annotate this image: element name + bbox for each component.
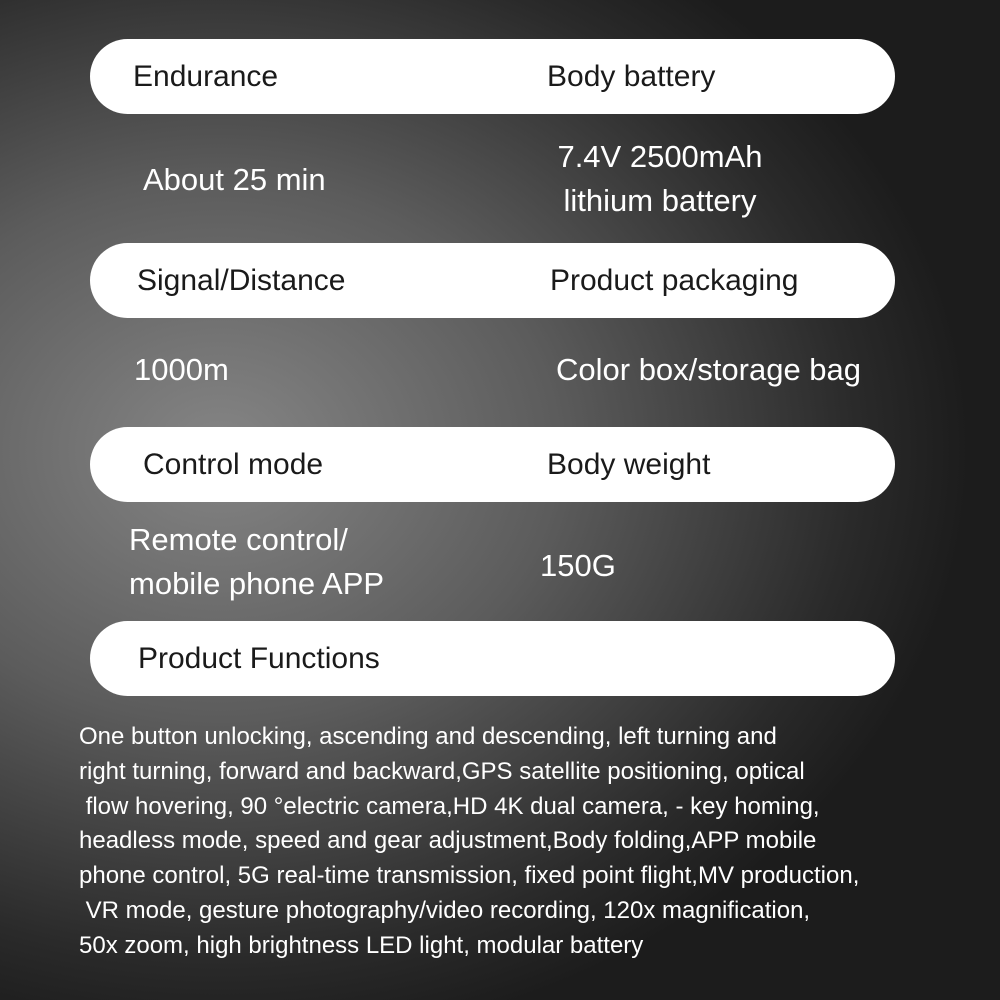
functions-line: phone control, 5G real-time transmission, fixed point flight,MV production, <box>79 862 860 890</box>
product-functions-label: Product Functions <box>138 641 380 675</box>
endurance-value: About 25 min <box>143 162 326 197</box>
body-battery-value-line-2: lithium battery <box>563 183 757 218</box>
body-battery-value <box>520 135 800 223</box>
functions-line: One button unlocking, ascending and descending, left turning and <box>79 723 777 750</box>
control-mode-label: Control mode <box>143 447 324 481</box>
product-packaging-value: Color box/storage bag <box>556 352 862 387</box>
functions-line: VR mode, gesture photography/video recording, 120x magnification, <box>79 896 811 924</box>
body-weight-value: 150G <box>540 548 616 583</box>
endurance-label: Endurance <box>133 59 279 93</box>
endurance-header-pill <box>90 39 895 114</box>
body-weight-label: Body weight <box>547 447 711 481</box>
control-mode-value-line-2: mobile phone APP <box>129 566 385 601</box>
functions-line: right turning, forward and backward,GPS satellite positioning, optical <box>79 757 805 785</box>
product-functions-header-pill <box>90 621 895 696</box>
product-functions-description <box>79 720 979 964</box>
functions-line: headless mode, speed and gear adjustment,Body folding,APP mobile <box>79 827 817 855</box>
product-packaging-label: Product packaging <box>550 263 799 297</box>
body-battery-label: Body battery <box>547 59 716 93</box>
control-mode-value <box>129 518 384 606</box>
functions-line: flow hovering, 90 °electric camera,HD 4K dual camera, - key homing, <box>79 792 820 820</box>
control-mode-value-line-1: Remote control/ <box>129 522 348 557</box>
signal-distance-label: Signal/Distance <box>137 263 346 297</box>
control-header-pill <box>90 427 895 502</box>
signal-header-pill <box>90 243 895 318</box>
functions-line: 50x zoom, high brightness LED light, modular battery <box>79 931 644 959</box>
signal-distance-value: 1000m <box>134 352 229 387</box>
body-battery-value-line-1: 7.4V 2500mAh <box>557 139 763 174</box>
